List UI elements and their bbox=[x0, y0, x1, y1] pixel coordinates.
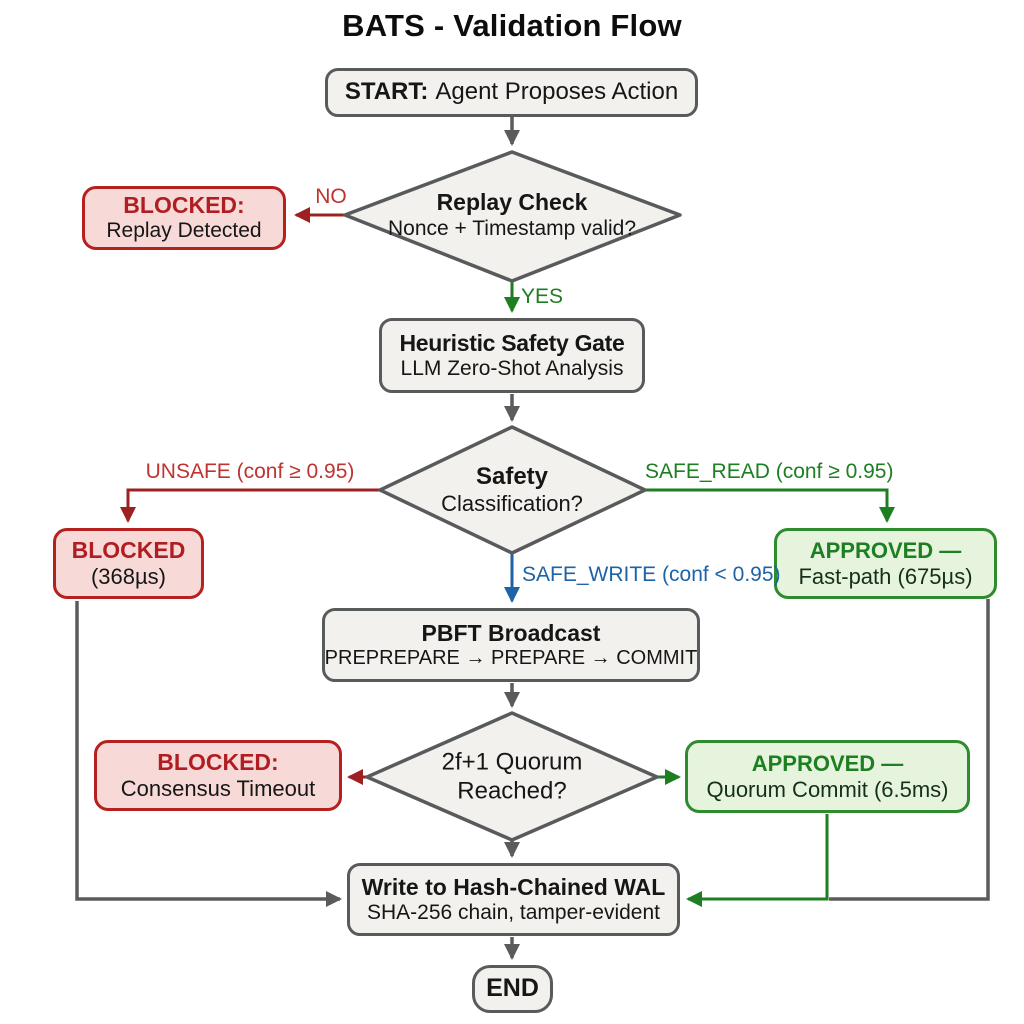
quorum-check-subtitle: Reached? bbox=[457, 778, 567, 805]
node-approved-fastpath bbox=[774, 528, 997, 599]
node-approved-quorum bbox=[685, 740, 970, 813]
quorum-check-title: 2f+1 Quorum bbox=[441, 748, 583, 776]
approved-quorum-title: APPROVED — bbox=[751, 750, 904, 776]
blocked-replay-subtitle: Replay Detected bbox=[106, 219, 262, 243]
edge-label-yes: YES bbox=[521, 285, 564, 308]
approved-quorum-subtitle: Quorum Commit (6.5ms) bbox=[706, 776, 949, 802]
blocked-timeout-title: BLOCKED: bbox=[157, 748, 279, 775]
replay-check-subtitle: Nonce + Timestamp valid? bbox=[387, 217, 637, 241]
approved-fastpath-subtitle: Fast-path (675µs) bbox=[798, 563, 973, 589]
node-wal-write bbox=[347, 863, 680, 936]
node-blocked-unsafe bbox=[53, 528, 204, 599]
approved-fastpath-title: APPROVED — bbox=[809, 537, 962, 563]
edge-label-unsafe: UNSAFE (conf ≥ 0.95) bbox=[145, 460, 355, 483]
start-prefix: START: bbox=[344, 78, 429, 106]
edge-safety-unsafe-to-blocked bbox=[128, 490, 379, 521]
edge-label-safe-write: SAFE_WRITE (conf < 0.95) bbox=[522, 563, 781, 586]
edge-approved-quorum-to-wal bbox=[688, 814, 827, 899]
edge-label-no: NO bbox=[315, 185, 347, 208]
node-end bbox=[472, 965, 553, 1013]
node-quorum-check-label bbox=[442, 748, 583, 807]
pbft-broadcast-title: PBFT Broadcast bbox=[421, 619, 601, 646]
blocked-unsafe-subtitle: (368µs) bbox=[90, 564, 167, 590]
wal-write-title: Write to Hash-Chained WAL bbox=[361, 873, 666, 900]
pbft-broadcast-subtitle: PREPREPARE → PREPARE → COMMIT bbox=[324, 646, 698, 669]
safety-classification-title: Safety bbox=[475, 462, 549, 490]
start-label: Agent Proposes Action bbox=[435, 78, 679, 106]
edge-label-safe-read: SAFE_READ (conf ≥ 0.95) bbox=[645, 460, 894, 483]
blocked-replay-title: BLOCKED: bbox=[123, 192, 245, 219]
safety-classification-subtitle: Classification? bbox=[441, 491, 583, 517]
node-pbft-broadcast bbox=[322, 608, 700, 682]
node-heuristic-gate bbox=[379, 318, 645, 393]
heuristic-gate-title: Heuristic Safety Gate bbox=[399, 329, 625, 356]
node-start bbox=[325, 68, 698, 117]
node-blocked-timeout bbox=[94, 740, 342, 811]
blocked-timeout-subtitle: Consensus Timeout bbox=[120, 776, 316, 802]
replay-check-title: Replay Check bbox=[436, 189, 588, 216]
blocked-unsafe-title: BLOCKED bbox=[71, 536, 186, 563]
page-title: BATS - Validation Flow bbox=[342, 8, 682, 43]
wal-write-subtitle: SHA-256 chain, tamper-evident bbox=[367, 900, 660, 924]
node-blocked-replay bbox=[82, 186, 286, 250]
node-safety-classification-label bbox=[441, 462, 583, 518]
heuristic-gate-subtitle: LLM Zero-Shot Analysis bbox=[400, 356, 624, 380]
node-replay-check-label bbox=[388, 188, 636, 242]
end-label: END bbox=[486, 974, 539, 1003]
edge-safety-saferead-to-approved bbox=[646, 490, 887, 521]
